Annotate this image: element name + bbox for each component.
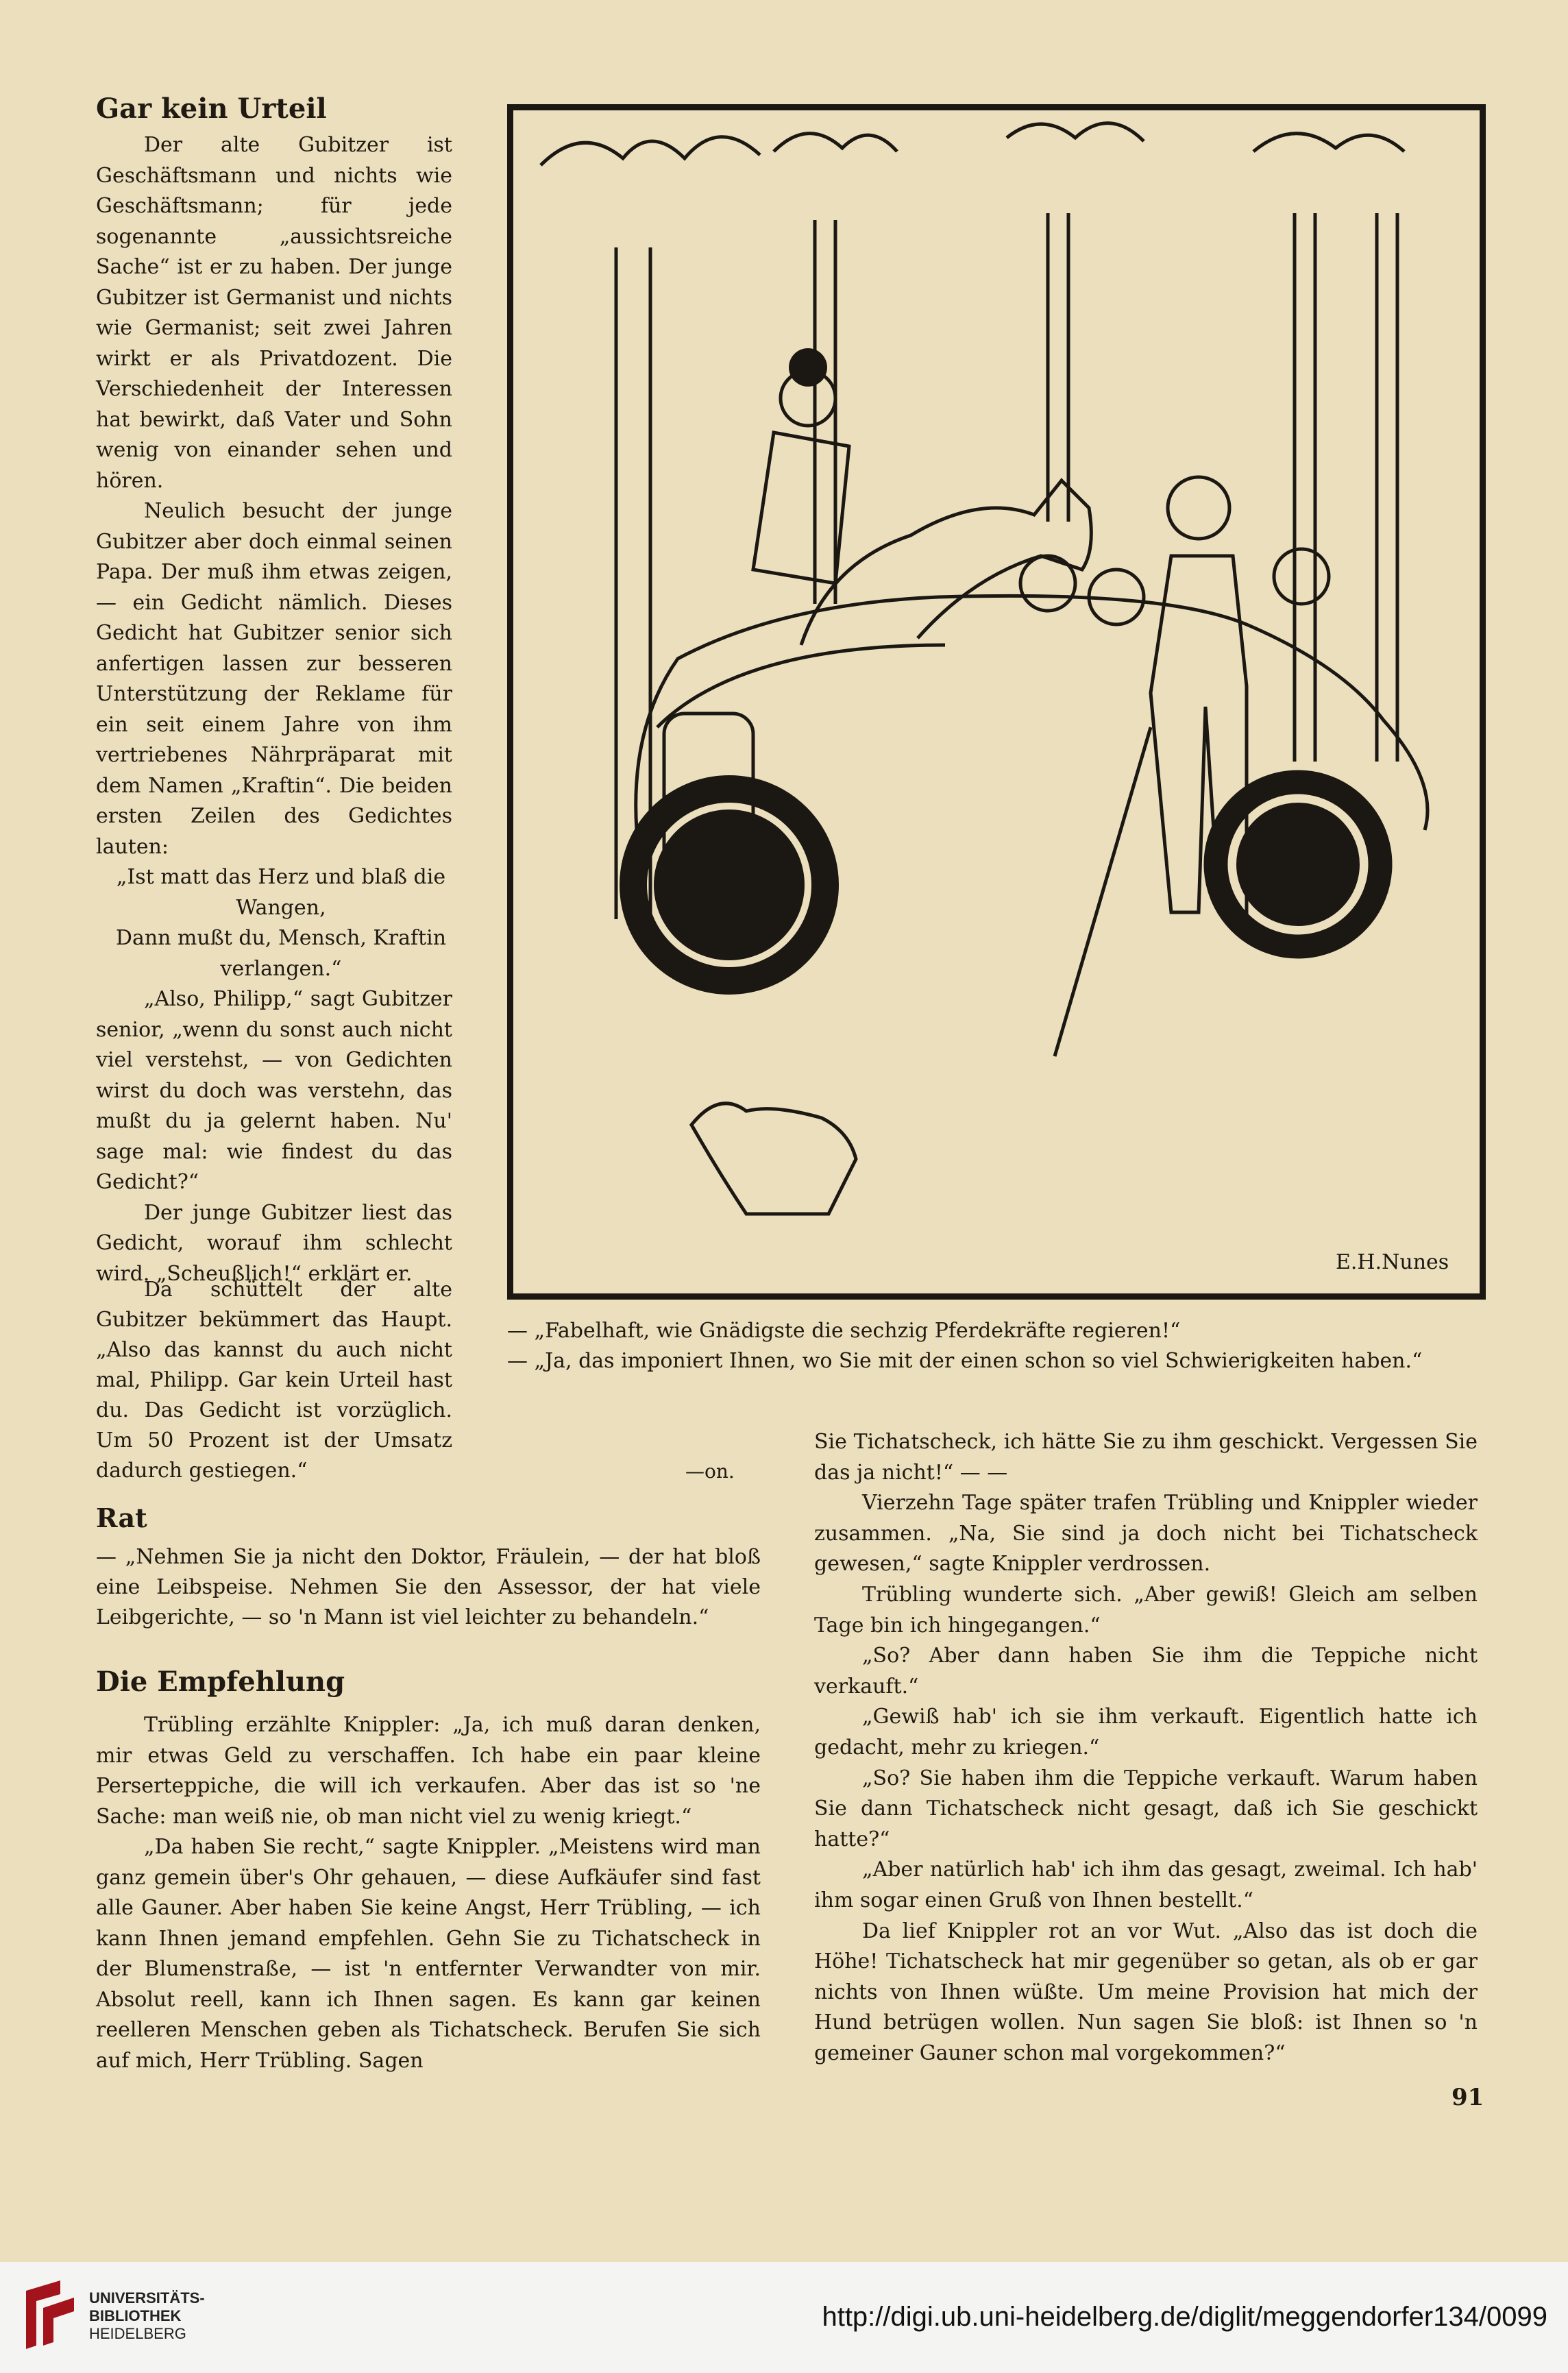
- article-title-rat: Rat: [96, 1502, 147, 1533]
- paragraph: „Gewiß hab' ich sie ihm verkauft. Eigentlich hatte ich gedacht, mehr zu kriegen.“: [814, 1705, 1478, 1760]
- paragraph: Der junge Gubitzer liest das Gedicht, worauf ihm schlecht wird. „Scheußlich!“ erklärt er.: [96, 1200, 452, 1286]
- paragraph: „Aber natürlich hab' ich ihm das gesagt, zweimal. Ich hab' ihm sogar einen Gruß von Ihnen bestellt.“: [814, 1858, 1478, 1912]
- paragraph: Da lief Knippler rot an vor Wut. „Also das ist doch die Höhe! Tichatscheck hat mir gegenüber so getan, als ob er gar nichts von Ihnen wüßte. Um meine Provision hat mich der Hund betrügen wollen. Nun sagen Sie bloß: ist Ihnen so 'n gemeiner Gauner schon mal vorgekommen?“: [814, 1919, 1478, 2065]
- article-empfehlung-right-column: [814, 1427, 1478, 2069]
- artist-signature: E.H.Nunes: [1336, 1250, 1449, 1274]
- article-title-die-empfehlung: Die Empfehlung: [96, 1666, 345, 1698]
- illustration-car-scene: [513, 110, 1480, 1293]
- illustration-caption: [507, 1316, 1487, 1376]
- paragraph: Sie Tichatscheck, ich hätte Sie zu ihm geschickt. Vergessen Sie das ja nicht!“ — —: [814, 1430, 1478, 1485]
- footer-bar: [0, 2262, 1568, 2373]
- article-rat-body: [96, 1542, 761, 1633]
- article-empfehlung-left-column: [96, 1710, 761, 2076]
- paragraph: — „Nehmen Sie ja nicht den Doktor, Fräulein, — der hat bloß eine Leibspeise. Nehmen Sie den Assessor, der hat viele Leibgerichte, — so 'n Mann ist viel leichter zu behandeln.“: [96, 1545, 761, 1629]
- source-url-link[interactable]: http://digi.ub.uni-heidelberg.de/diglit/meggendorfer134/0099: [822, 2302, 1547, 2332]
- library-name: UNIVERSITÄTS- BIBLIOTHEK HEIDELBERG: [89, 2289, 205, 2342]
- poem-line: Dann mußt du, Mensch, Kraftin verlangen.“: [115, 926, 447, 981]
- paragraph: „So? Aber dann haben Sie ihm die Teppiche nicht verkauft.“: [814, 1644, 1478, 1699]
- article-gar-kein-urteil-end: [96, 1275, 452, 1486]
- caption-line: — „Ja, das imponiert Ihnen, wo Sie mit der einen schon so viel Schwierigkeiten haben.“: [507, 1349, 1423, 1373]
- paragraph: Neulich besucht der junge Gubitzer aber doch einmal seinen Papa. Der muß ihm etwas zeigen, — ein Gedicht nämlich. Dieses Gedicht hat Gubitzer senior sich anfertigen lassen zur besseren Unterstützung der Reklame für ein seit einem Jahre von ihm vertriebenes Nährpräparat mit dem Namen „Kraftin“. Die beiden ersten Zeilen des Gedichtes lauten:: [96, 499, 452, 859]
- paragraph: Da schüttelt der alte Gubitzer bekümmert das Haupt. „Also das kannst du auch nicht mal, Philipp. Gar kein Urteil hast du. Das Gedicht ist vorzüglich. Um 50 Prozent ist der Umsatz dadurch gestiegen.“: [96, 1278, 452, 1483]
- paragraph: „Also, Philipp,“ sagt Gubitzer senior, „wenn du sonst auch nicht viel verstehst, — von Gedichten wirst du doch was verstehn, das mußt du ja gelernt haben. Nu' sage mal: wie findest du das Gedicht?“: [96, 987, 452, 1194]
- paragraph: Vierzehn Tage später trafen Trübling und Knippler wieder zusammen. „Na, Sie sind ja doch nicht bei Tichatscheck gewesen,“ sagte Knippler verdrossen.: [814, 1491, 1478, 1577]
- page-number: 91: [1451, 2084, 1484, 2111]
- article-signature: —on.: [685, 1460, 735, 1483]
- article-gar-kein-urteil-body: [96, 130, 452, 1289]
- poem-line: „Ist matt das Herz und blaß die Wangen,: [116, 865, 446, 920]
- illustration-frame: [507, 104, 1486, 1300]
- paragraph: „Da haben Sie recht,“ sagte Knippler. „Meistens wird man ganz gemein über's Ohr gehauen, — diese Aufkäufer sind fast alle Gauner. Aber haben Sie keine Angst, Herr Trübling, — ich kann Ihnen jemand empfehlen. Gehn Sie zu Tichatscheck in der Blumenstraße, — ist 'n entfernter Verwandter von mir. Absolut reell, kann ich Ihnen sagen. Es kann gar keinen reelleren Menschen geben als Tichatscheck. Berufen Sie sich auf mich, Herr Trübling. Sagen: [96, 1835, 761, 2073]
- paragraph: „So? Sie haben ihm die Teppiche verkauft. Warum haben Sie dann Tichatscheck nicht gesagt, daß ich Sie geschickt hatte?“: [814, 1766, 1478, 1851]
- university-library-logo-icon: [19, 2277, 81, 2352]
- paragraph: Trübling wunderte sich. „Aber gewiß! Gleich am selben Tage bin ich hingegangen.“: [814, 1582, 1478, 1638]
- paragraph: Trübling erzählte Knippler: „Ja, ich muß daran denken, mir etwas Geld zu verschaffen. Ich habe ein paar kleine Perserteppiche, die will ich verkaufen. Aber das ist so 'ne Sache: man weiß nie, ob man nicht viel zu wenig kriegt.“: [96, 1713, 761, 1829]
- article-title-gar-kein-urteil: Gar kein Urteil: [96, 93, 327, 125]
- paragraph: Der alte Gubitzer ist Geschäftsmann und nichts wie Geschäftsmann; für jede sogenannte „aussichtsreiche Sache“ ist er zu haben. Der junge Gubitzer ist Germanist und nichts wie Germanist; seit zwei Jahren wirkt er als Privatdozent. Die Verschiedenheit der Interessen hat bewirkt, daß Vater und Sohn wenig von einander sehen und hören.: [96, 133, 452, 493]
- caption-line: — „Fabelhaft, wie Gnädigste die sechzig Pferdekräfte regieren!“: [507, 1319, 1181, 1343]
